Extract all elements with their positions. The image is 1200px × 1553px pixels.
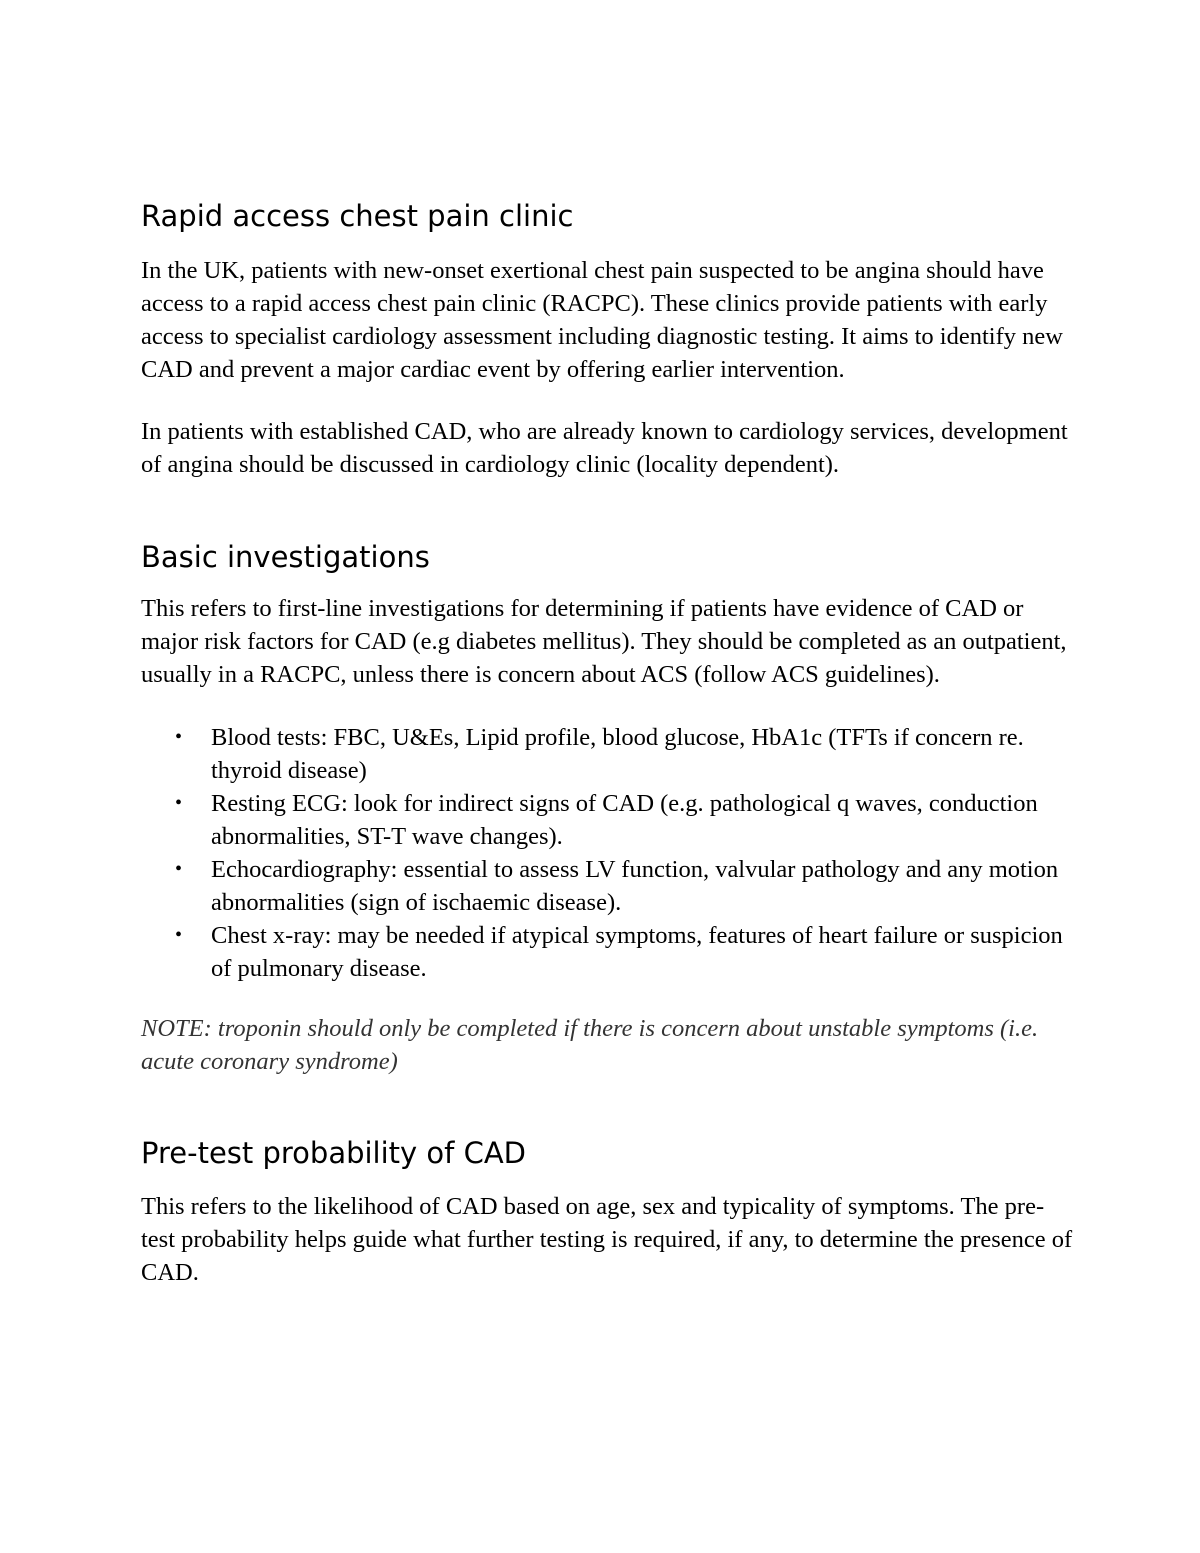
investigations-bullet-list xyxy=(141,721,1076,985)
bullet-marker: • xyxy=(175,924,183,946)
note-troponin: NOTE: troponin should only be completed if there is concern about unstable symptoms (i.e. acute coronary syndrome) xyxy=(141,1015,1039,1075)
heading-basic-investigations: Basic investigations xyxy=(141,540,430,574)
list-item-chest-xray xyxy=(141,919,1076,985)
list-item-echocardiography xyxy=(141,853,1076,919)
list-item-text: Echocardiography: essential to assess LV function, valvular pathology and any motion abnormalities (sign of ischaemic disease). xyxy=(211,856,1059,916)
bullet-marker: • xyxy=(175,726,183,748)
paragraph-pre-test-probability: This refers to the likelihood of CAD based on age, sex and typicality of symptoms. The pre-test probability helps guide what further testing is required, if any, to determine the presence of CAD. xyxy=(141,1193,1073,1286)
list-item-text: Resting ECG: look for indirect signs of CAD (e.g. pathological q waves, conduction abnormalities, ST-T wave changes). xyxy=(211,790,1038,850)
paragraph-established-cad: In patients with established CAD, who are already known to cardiology services, development of angina should be discussed in cardiology clinic (locality dependent). xyxy=(141,418,1068,478)
document-page xyxy=(141,196,1076,1289)
paragraph-basic-investigations-intro: This refers to first-line investigations for determining if patients have evidence of CAD or major risk factors for CAD (e.g diabetes mellitus). They should be completed as an outpatient, usually in a RACPC, unless there is concern about ACS (follow ACS guidelines). xyxy=(141,595,1067,688)
list-item-text: Chest x-ray: may be needed if atypical symptoms, features of heart failure or suspicion of pulmonary disease. xyxy=(211,922,1063,982)
paragraph-rapid-access-intro: In the UK, patients with new-onset exertional chest pain suspected to be angina should have access to a rapid access chest pain clinic (RACPC). These clinics provide patients with early access to specialist cardiology assessment including diagnostic testing. It aims to identify new CAD and prevent a major cardiac event by offering earlier intervention. xyxy=(141,257,1063,383)
heading-rapid-access-chest-pain-clinic: Rapid access chest pain clinic xyxy=(141,199,574,233)
list-item-text: Blood tests: FBC, U&Es, Lipid profile, blood glucose, HbA1c (TFTs if concern re. thyroid disease) xyxy=(211,724,1024,784)
heading-pre-test-probability: Pre-test probability of CAD xyxy=(141,1136,527,1170)
bullet-marker: • xyxy=(175,792,183,814)
list-item-blood-tests xyxy=(141,721,1076,787)
list-item-resting-ecg xyxy=(141,787,1076,853)
bullet-marker: • xyxy=(175,858,183,880)
